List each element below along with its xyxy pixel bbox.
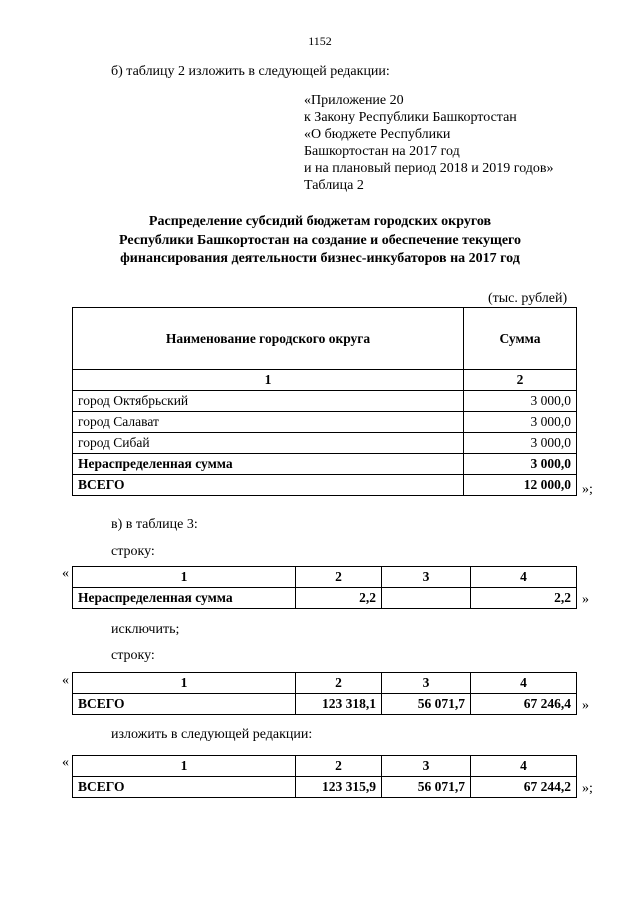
row-value: 2,2 xyxy=(471,588,577,609)
district-sum: 3 000,0 xyxy=(464,433,577,454)
row-label-text: строку: xyxy=(111,648,155,663)
appendix-line: и на плановый период 2018 и 2019 годов» xyxy=(304,161,554,176)
title-line: финансирования деятельности бизнес-инкубаторов на 2017 год xyxy=(120,251,520,266)
row-value: 56 071,7 xyxy=(382,777,471,798)
col-number: 4 xyxy=(471,567,577,588)
table3-row-new xyxy=(72,755,577,798)
opening-quote: « xyxy=(62,755,69,770)
col-number: 1 xyxy=(73,756,296,777)
row-value: 123 315,9 xyxy=(296,777,382,798)
subsidy-table xyxy=(72,307,577,496)
district-name: город Октябрьский xyxy=(73,391,464,412)
table-row xyxy=(73,412,577,433)
district-sum: 3 000,0 xyxy=(464,454,577,475)
appendix-line: Башкортостан на 2017 год xyxy=(304,144,460,159)
column-number-row xyxy=(73,673,577,694)
col-number: 2 xyxy=(296,567,382,588)
table-row xyxy=(73,588,577,609)
district-name: город Салават xyxy=(73,412,464,433)
table3-row-old xyxy=(72,672,577,715)
district-sum: 3 000,0 xyxy=(464,412,577,433)
exclude-text: исключить; xyxy=(111,622,180,637)
restate-text: изложить в следующей редакции: xyxy=(111,727,313,742)
col-number: 2 xyxy=(296,673,382,694)
table-row xyxy=(73,475,577,496)
column-number-row xyxy=(73,756,577,777)
appendix-line: Таблица 2 xyxy=(304,178,364,193)
row-value: 67 246,4 xyxy=(471,694,577,715)
table-row xyxy=(73,777,577,798)
table-row xyxy=(73,694,577,715)
col-number: 2 xyxy=(464,370,577,391)
opening-quote: « xyxy=(62,673,69,688)
table-row xyxy=(73,391,577,412)
appendix-line: «Приложение 20 xyxy=(304,93,404,108)
table3-row-remove xyxy=(72,566,577,609)
district-sum: 3 000,0 xyxy=(464,391,577,412)
col-number: 3 xyxy=(382,567,471,588)
col-number: 4 xyxy=(471,673,577,694)
col-number: 1 xyxy=(73,567,296,588)
table-row xyxy=(73,433,577,454)
header-district: Наименование городского округа xyxy=(73,308,464,370)
title-line: Республики Башкортостан на создание и обеспечение текущего xyxy=(118,232,522,248)
row-name: ВСЕГО xyxy=(73,777,296,798)
col-number: 1 xyxy=(73,370,464,391)
district-name: ВСЕГО xyxy=(73,475,464,496)
district-sum: 12 000,0 xyxy=(464,475,577,496)
row-name: Нераспределенная сумма xyxy=(73,588,296,609)
row-value: 67 244,2 xyxy=(471,777,577,798)
closing-quote: »; xyxy=(582,781,593,796)
district-name: город Сибай xyxy=(73,433,464,454)
col-number: 3 xyxy=(382,673,471,694)
row-value: 2,2 xyxy=(296,588,382,609)
closing-quote: »; xyxy=(582,482,593,497)
item-v-text: в) в таблице 3: xyxy=(111,517,198,532)
appendix-line: к Закону Республики Башкортостан xyxy=(304,110,517,125)
closing-quote: » xyxy=(582,698,589,713)
row-label-text: строку: xyxy=(111,544,155,559)
col-number: 1 xyxy=(73,673,296,694)
table-title xyxy=(60,213,580,269)
units-label: (тыс. рублей) xyxy=(488,291,568,306)
col-number: 3 xyxy=(382,756,471,777)
title-line: Распределение субсидий бюджетам городских округов xyxy=(148,214,492,229)
closing-quote: » xyxy=(582,592,589,607)
header-sum: Сумма xyxy=(464,308,577,370)
table-header-row xyxy=(73,308,577,370)
table-row xyxy=(73,454,577,475)
row-value: 56 071,7 xyxy=(382,694,471,715)
row-value xyxy=(382,588,471,609)
intro-text: б) таблицу 2 изложить в следующей редакции: xyxy=(111,64,390,79)
appendix-line: «О бюджете Республики xyxy=(304,127,451,142)
row-name: ВСЕГО xyxy=(73,694,296,715)
appendix-reference xyxy=(304,92,554,194)
col-number: 4 xyxy=(471,756,577,777)
district-name: Нераспределенная сумма xyxy=(73,454,464,475)
row-value: 123 318,1 xyxy=(296,694,382,715)
column-number-row xyxy=(73,567,577,588)
page-number: 1152 xyxy=(308,34,332,48)
opening-quote: « xyxy=(62,566,69,581)
column-number-row xyxy=(73,370,577,391)
col-number: 2 xyxy=(296,756,382,777)
